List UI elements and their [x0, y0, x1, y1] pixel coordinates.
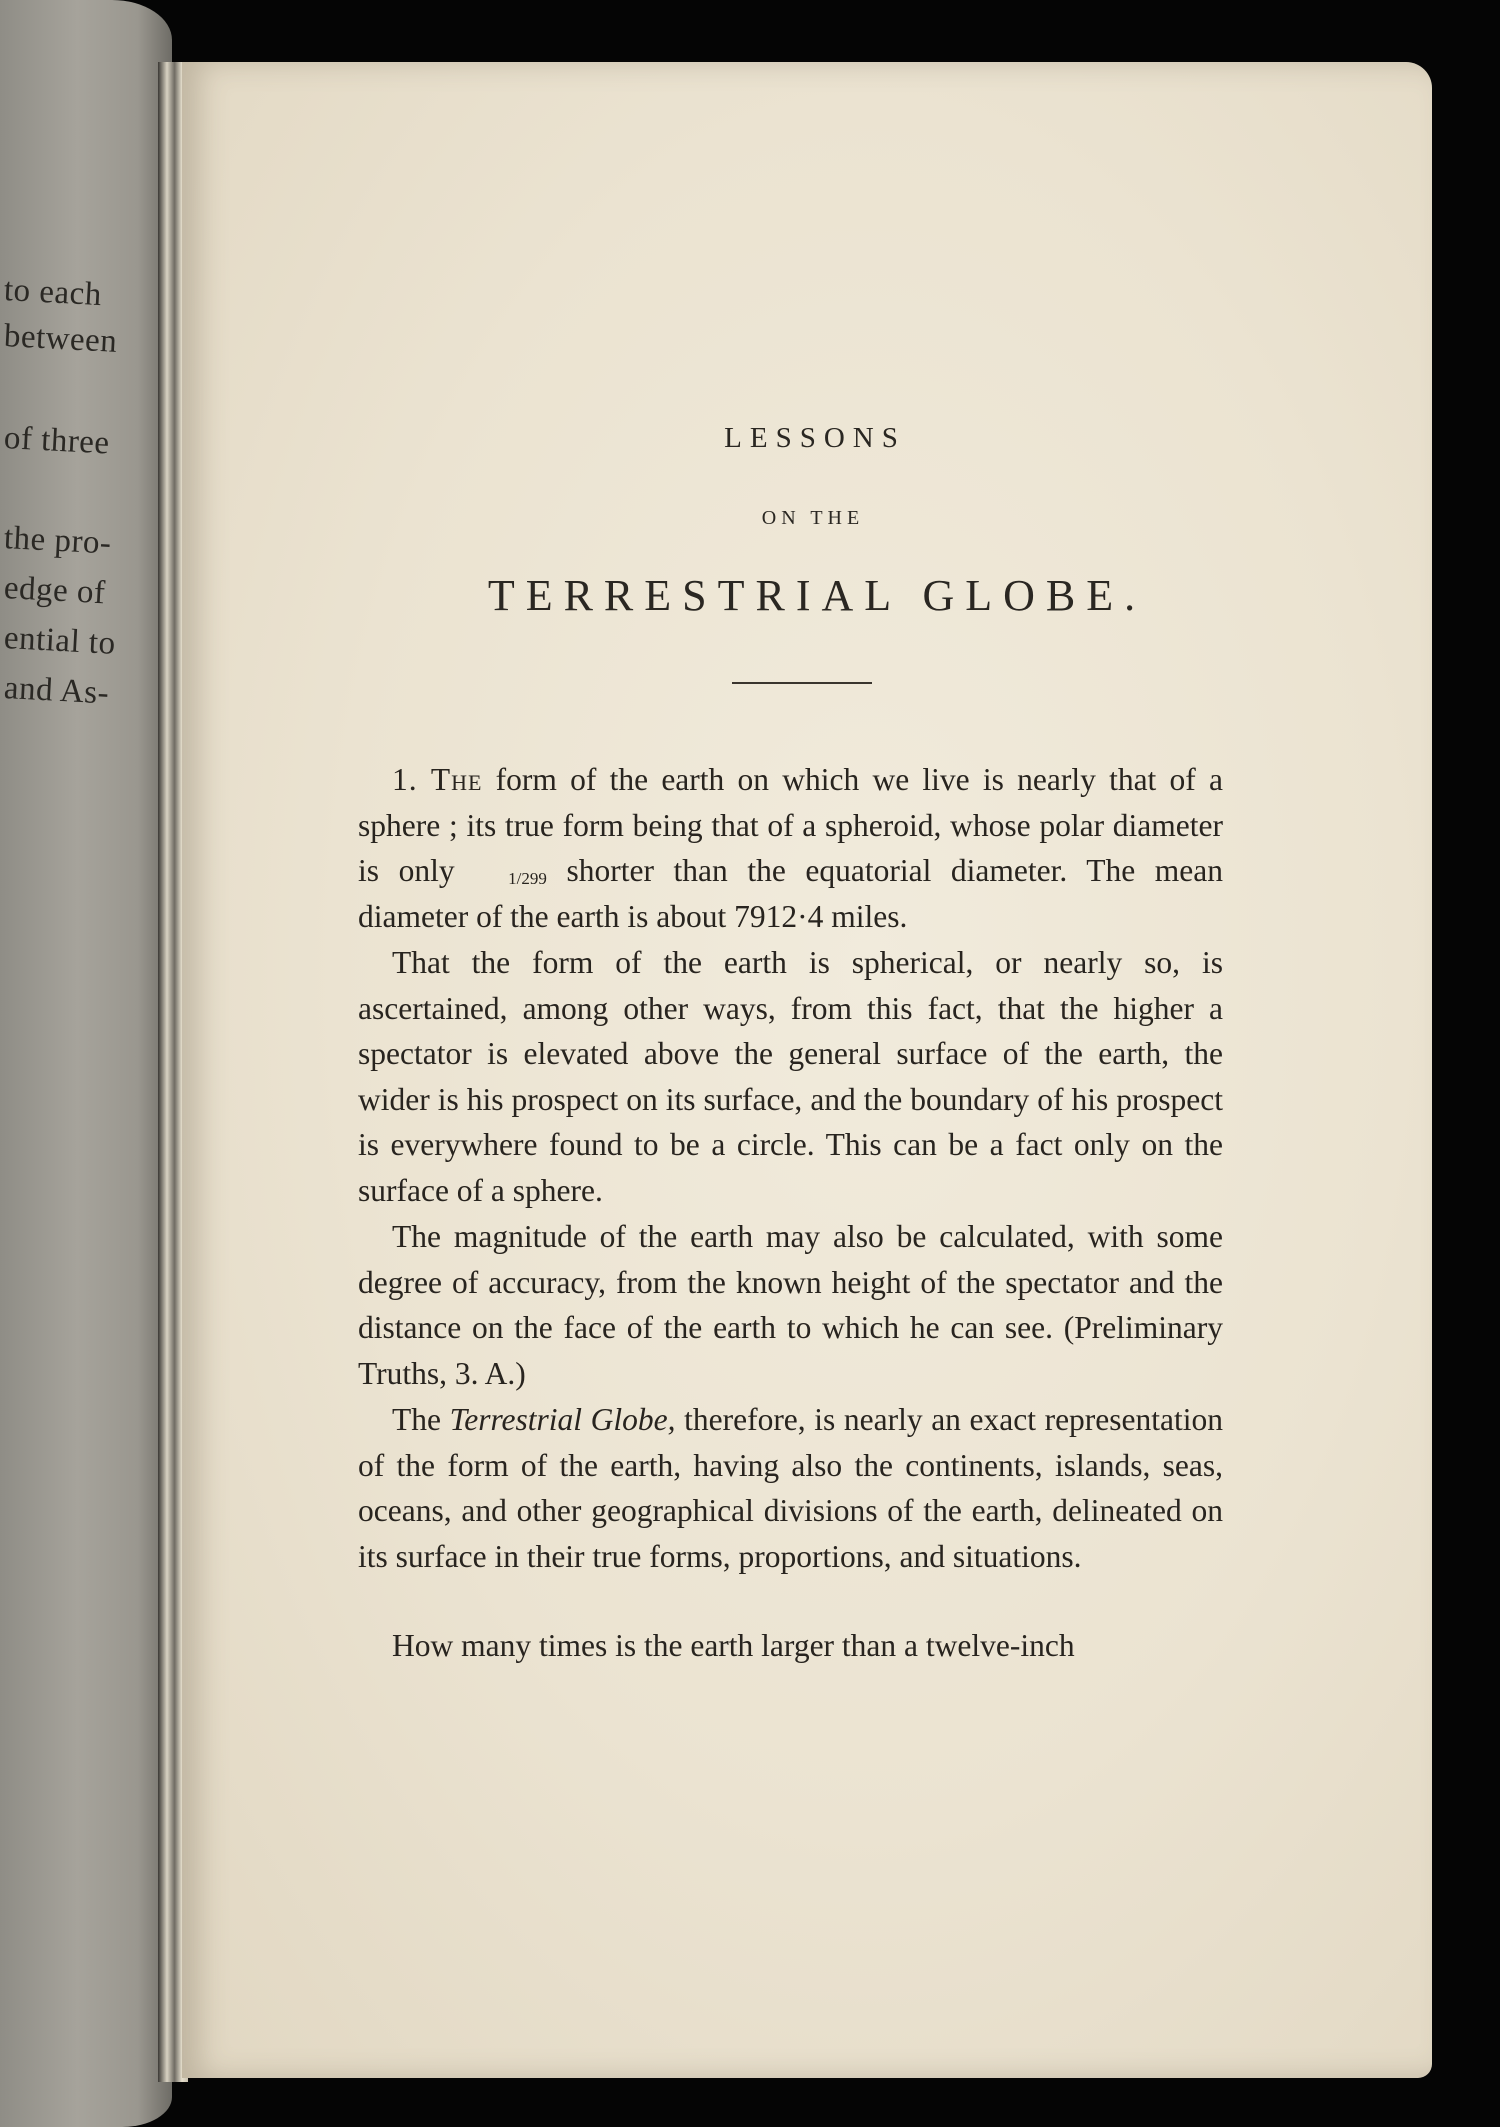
right-page	[182, 62, 1432, 2078]
left-page-fragment: and As-	[3, 670, 111, 712]
left-page-fragment: to each	[3, 272, 103, 314]
question-line: How many times is the earth larger than a twelve-inch	[392, 1628, 1075, 1663]
left-page-fragment: ential to	[3, 620, 117, 662]
left-page-fragment: of three	[3, 420, 111, 462]
left-page-edge	[0, 0, 172, 2127]
paragraph-3: The magnitude of the earth may also be calculated, with some degree of accuracy, from the known height of the spectator and the distance on the face of the earth to which he can see. (Preliminary Truths, 3. A.)	[358, 1219, 1223, 1391]
paragraph-4-rest: therefore, is nearly an exact representation of the form of the earth, having also the continents, islands, seas, oceans, and other geographical divisions of the earth, delineated on its surface in their true forms, proportions, and situations.	[358, 1402, 1223, 1574]
terrestrial-globe-italic: Terrestrial Globe,	[449, 1402, 676, 1437]
paragraph-1-text-a: form of the earth on which we live is nearly that of a sphere ; its true form being that of a spheroid, whose polar diameter is only	[358, 762, 1223, 888]
lead-word: The	[430, 762, 483, 797]
paragraph-1	[358, 757, 1223, 939]
paragraph-4-lead: The	[392, 1402, 441, 1437]
heading-terrestrial-globe: TERRESTRIAL GLOBE.	[487, 571, 1147, 620]
fraction-one-two-ninety-nine: 1/299	[508, 869, 547, 888]
paragraph-1-text-b: shorter than the equatorial diameter. The mean diameter of the earth is about 7912·4 miles.	[358, 853, 1224, 934]
body-text	[358, 757, 1223, 1670]
paragraph-4	[358, 1397, 1223, 1579]
left-page-fragment: edge of	[3, 570, 107, 612]
heading-on-the: ON THE	[761, 507, 865, 529]
left-page-fragment: the pro-	[3, 520, 113, 562]
paragraph-number: 1.	[392, 762, 418, 797]
paragraph-2: That the form of the earth is spherical, or nearly so, is ascertained, among other ways, from this fact, that the higher a spectator is elevated above the general surface of the earth, the wider is his prospect on its surface, and the boundary of his prospect is everywhere found to be a circle. This can be a fact only on the surface of a sphere.	[358, 945, 1223, 1208]
left-page-fragment: between	[3, 318, 119, 360]
heading-rule	[732, 682, 872, 684]
heading-lessons: LESSONS	[724, 422, 906, 454]
